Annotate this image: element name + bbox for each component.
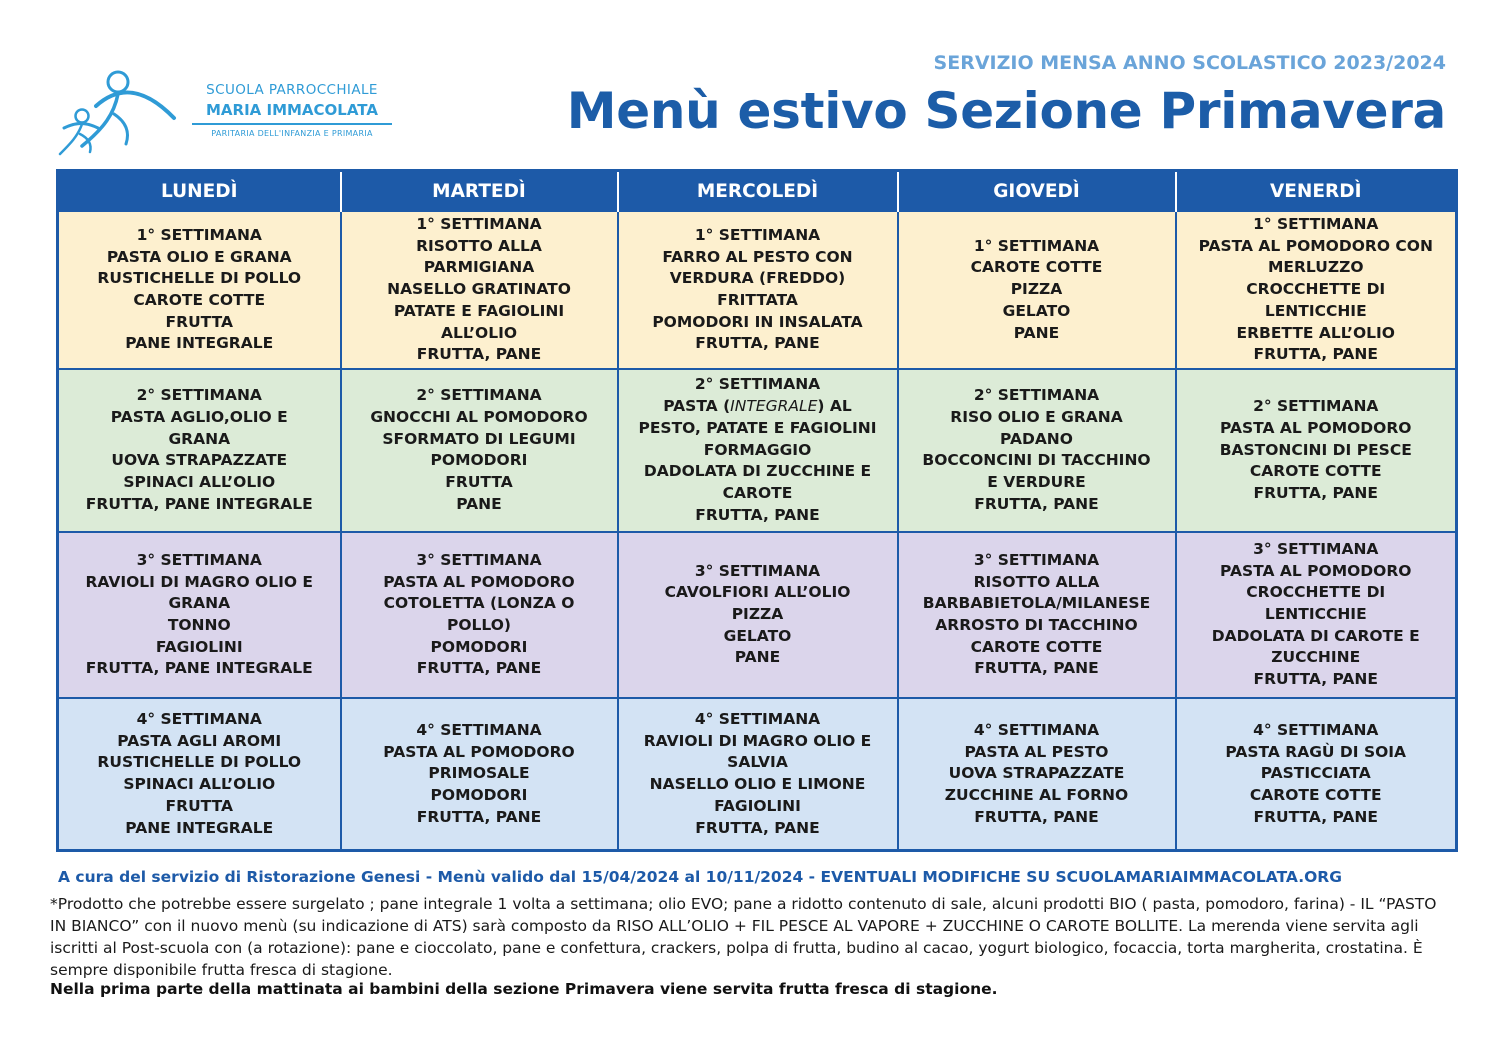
dish-line: CAROTE COTTE — [970, 258, 1103, 277]
dish-line: CROCCHETTE DI — [1246, 280, 1386, 299]
dish-line: FRUTTA, PANE — [695, 334, 820, 353]
dish-line: PANE — [734, 648, 781, 667]
dish-line: POMODORI — [430, 451, 528, 470]
dish-line: BASTONCINI DI PESCE — [1219, 440, 1412, 459]
week-label: 2° SETTIMANA — [1253, 397, 1379, 416]
menu-table — [56, 169, 1458, 852]
week-label: 3° SETTIMANA — [416, 550, 542, 569]
dish-line: PASTA AL POMODORO CON — [1198, 236, 1433, 255]
week-label: 1° SETTIMANA — [973, 236, 1100, 255]
dish-line: FRUTTA, PANE INTEGRALE — [85, 494, 313, 513]
dish-line: POMODORI IN INSALATA — [652, 312, 863, 331]
week-label: 2° SETTIMANA — [136, 386, 262, 405]
dish-line: FRUTTA, PANE — [1253, 483, 1378, 502]
dish-line: SPINACI ALL’OLIO — [123, 775, 276, 794]
dish-line: GRANA — [168, 429, 231, 448]
dish-line: LENTICCHIE — [1264, 605, 1367, 624]
logo-school-name: MARIA IMMACOLATA — [192, 101, 392, 125]
dish-line: COTOLETTA (LONZA O — [383, 594, 575, 613]
week-row-2 — [58, 369, 1457, 532]
week-label: 3° SETTIMANA — [136, 550, 262, 569]
menu-cell-week1-monday — [58, 211, 341, 369]
dish-line: FRUTTA, PANE — [416, 807, 542, 826]
dish-line: ALL’OLIO — [440, 323, 518, 342]
dish-line: FRUTTA, PANE — [416, 659, 542, 678]
dish-line: GELATO — [1002, 301, 1071, 320]
menu-cell-week3-wednesday — [618, 532, 898, 698]
dish-line: UOVA STRAPAZZATE — [948, 764, 1125, 783]
menu-cell-week3-thursday — [898, 532, 1176, 698]
menu-cell-week4-wednesday — [618, 698, 898, 851]
menu-cell-week4-tuesday — [341, 698, 618, 851]
dish-line: CAVOLFIORI ALL’OLIO — [664, 583, 851, 602]
menu-cell-week2-thursday — [898, 369, 1176, 532]
dish-line: SPINACI ALL’OLIO — [123, 473, 276, 492]
dish-line: PRIMOSALE — [428, 764, 530, 783]
dish-line: FRUTTA, PANE INTEGRALE — [85, 659, 313, 678]
dish-line: VERDURA (FREDDO) — [669, 269, 846, 288]
menu-cell-week2-monday — [58, 369, 341, 532]
dish-line: FRUTTA, PANE — [1253, 807, 1378, 826]
dish-line: PIZZA — [1010, 280, 1063, 299]
dish-line: PASTA AL POMODORO — [1220, 561, 1412, 580]
dish-line: POMODORI — [430, 637, 528, 656]
dish-line: SFORMATO DI LEGUMI — [382, 429, 576, 448]
dish-line: DADOLATA DI ZUCCHINE E — [643, 462, 872, 481]
dish-line: CAROTE COTTE — [1249, 786, 1382, 805]
dish-line: SALVIA — [727, 753, 788, 772]
dish-line: PATATE E FAGIOLINI — [393, 301, 565, 320]
dish-line: PASTICCIATA — [1260, 764, 1371, 783]
dish-line: MERLUZZO — [1267, 258, 1364, 277]
dish-line: FRUTTA, PANE — [1253, 670, 1378, 689]
primavera-fruit-note: Nella prima parte della mattinata ai bambini della sezione Primavera viene servita frutta fresca di stagione. — [50, 980, 998, 998]
week-row-3 — [58, 532, 1457, 698]
dish-line: POMODORI — [430, 786, 528, 805]
dish-line: PANE INTEGRALE — [125, 818, 274, 837]
week-row-1 — [58, 211, 1457, 369]
menu-cell-week3-tuesday — [341, 532, 618, 698]
week-label: 4° SETTIMANA — [1253, 720, 1379, 739]
dish-line: FRUTTA — [445, 473, 513, 492]
week-label: 4° SETTIMANA — [694, 710, 821, 729]
dish-line: PASTA AL POMODORO — [1220, 418, 1412, 437]
dish-line: POLLO) — [447, 615, 511, 634]
dish-line: FRUTTA — [165, 312, 233, 331]
dish-line: ERBETTE ALL’OLIO — [1236, 323, 1395, 342]
dish-line: FAGIOLINI — [714, 796, 801, 815]
dish-line: PIZZA — [731, 605, 784, 624]
dish-line: PASTA OLIO E GRANA — [106, 247, 292, 266]
menu-cell-week1-thursday — [898, 211, 1176, 369]
school-logo — [56, 66, 396, 161]
dish-line: FRUTTA, PANE — [974, 659, 1099, 678]
dish-line: PESTO, PATATE E FAGIOLINI — [638, 418, 877, 437]
page-title: Menù estivo Sezione Primavera — [566, 82, 1446, 140]
day-header-friday: VENERDÌ — [1176, 171, 1457, 212]
footnote-text: *Prodotto che potrebbe essere surgelato ; pane integrale 1 volta a settimana; olio EVO; pane a ridotto contenuto di sale, alcuni prodotti BIO ( pasta, pomodoro, farina) - IL “PASTO IN BIANCO” con il nuovo menù (su indicazione di ATS) sarà composto da RISO ALL’OLIO + FIL PESCE AL VAPORE + ZUCCHINE O CAROTE BOLLITE. La merenda viene servita agli iscritti al Post-scuola con (a rotazione): pane e cioccolato, pane e confettura, crackers, polpa di frutta, budino al cacao, yogurt biologico, focaccia, torta margherita, crostatina. È sempre disponibile frutta fresca di stagione. — [50, 895, 1437, 979]
dish-line: PANE — [456, 494, 502, 513]
menu-cell-week1-tuesday — [341, 211, 618, 369]
dish-line: LENTICCHIE — [1264, 301, 1367, 320]
logo-school-type: SCUOLA PARROCCHIALE — [206, 82, 378, 98]
dish-line: RISOTTO ALLA — [973, 572, 1100, 591]
menu-cell-week2-tuesday — [341, 369, 618, 532]
week-label: 4° SETTIMANA — [973, 720, 1100, 739]
dish-line: RUSTICHELLE DI POLLO — [97, 269, 302, 288]
dish-line: RAVIOLI DI MAGRO OLIO E — [85, 572, 314, 591]
logo-school-subtitle: PARITARIA DELL'INFANZIA E PRIMARIA — [211, 129, 373, 138]
menu-cell-week3-friday — [1176, 532, 1457, 698]
dish-line: UOVA STRAPAZZATE — [111, 451, 288, 470]
dish-line: PASTA AL POMODORO — [383, 742, 575, 761]
week-label: 3° SETTIMANA — [973, 550, 1100, 569]
curated-by-note: A cura del servizio di Ristorazione Genesi - Menù valido dal 15/04/2024 al 10/11/2024 - EVENTUALI MODIFICHE SU SCUOLAMARIAIMMACOLATA.ORG — [58, 868, 1342, 886]
dish-line: PASTA RAGÙ DI SOIA — [1225, 742, 1407, 761]
dish-line: FRUTTA, PANE — [695, 505, 820, 524]
dish-line: E VERDURE — [987, 473, 1086, 492]
week-label: 2° SETTIMANA — [694, 375, 821, 394]
week-label: 4° SETTIMANA — [136, 710, 262, 729]
dish-line: NASELLO OLIO E LIMONE — [649, 775, 866, 794]
dish-line: ZUCCHINE — [1271, 648, 1361, 667]
day-header-tuesday: MARTEDÌ — [341, 171, 618, 212]
dish-line: ZUCCHINE AL FORNO — [944, 786, 1129, 805]
day-header-monday: LUNEDÌ — [58, 171, 341, 212]
days-header-row — [58, 171, 1457, 212]
dish-line: BOCCONCINI DI TACCHINO — [922, 451, 1151, 470]
day-header-thursday: GIOVEDÌ — [898, 171, 1176, 212]
dish-line: FRUTTA, PANE — [974, 807, 1099, 826]
dish-line: PANE — [1013, 323, 1060, 342]
dish-line: TONNO — [167, 615, 231, 634]
menu-cell-week1-friday — [1176, 211, 1457, 369]
dish-line: NASELLO GRATINATO — [387, 280, 571, 299]
dish-line: CAROTE COTTE — [1249, 462, 1382, 481]
dish-line: RAVIOLI DI MAGRO OLIO E — [643, 731, 872, 750]
dish-line: BARBABIETOLA/MILANESE — [922, 594, 1151, 613]
day-header-wednesday: MERCOLEDÌ — [618, 171, 898, 212]
dish-line: ARROSTO DI TACCHINO — [935, 615, 1138, 634]
dish-line: PADANO — [1000, 429, 1073, 448]
dish-line: FRUTTA, PANE — [1253, 345, 1378, 364]
dish-line: PANE INTEGRALE — [125, 334, 274, 353]
dish-line: RISO OLIO E GRANA — [950, 408, 1123, 427]
dish-line: FAGIOLINI — [155, 637, 243, 656]
week-label: 1° SETTIMANA — [136, 225, 262, 244]
menu-cell-week4-thursday — [898, 698, 1176, 851]
week-label: 1° SETTIMANA — [1253, 215, 1379, 233]
dish-line: PASTA AL PESTO — [964, 742, 1109, 761]
week-label: 1° SETTIMANA — [694, 225, 821, 244]
dish-line: PASTA AGLIO,OLIO E — [110, 408, 288, 427]
week-label: 2° SETTIMANA — [416, 386, 542, 405]
dish-line: PASTA AGLI AROMI — [117, 731, 282, 750]
dish-line: DADOLATA DI CAROTE E — [1211, 626, 1420, 645]
menu-cell-week2-friday — [1176, 369, 1457, 532]
menu-cell-week2-wednesday — [618, 369, 898, 532]
menu-cell-week1-wednesday — [618, 211, 898, 369]
dish-line: GRANA — [168, 594, 231, 613]
dish-line: FORMAGGIO — [703, 440, 812, 459]
dish-line: FRUTTA, PANE — [695, 818, 820, 837]
week-label: 3° SETTIMANA — [1253, 539, 1379, 558]
menu-cell-week3-monday — [58, 532, 341, 698]
week-label: 3° SETTIMANA — [694, 561, 821, 580]
dish-line: GELATO — [723, 626, 792, 645]
dish-line: PARMIGIANA — [423, 258, 535, 277]
dish-line: FRITTATA — [717, 290, 798, 309]
dish-line: RISOTTO ALLA — [416, 236, 542, 255]
dish-line: FRUTTA — [165, 796, 233, 815]
dish-line: RUSTICHELLE DI POLLO — [97, 753, 302, 772]
week-row-4 — [58, 698, 1457, 851]
running-figures-icon — [56, 66, 186, 161]
dish-line: PASTA AL POMODORO — [383, 572, 575, 591]
menu-cell-week4-friday — [1176, 698, 1457, 851]
dish-line: FARRO AL PESTO CON — [662, 247, 853, 266]
week-label: 2° SETTIMANA — [973, 386, 1100, 405]
dish-line: CAROTE COTTE — [133, 290, 266, 309]
dish-line: GNOCCHI AL POMODORO — [370, 408, 588, 427]
week-label: 4° SETTIMANA — [416, 720, 542, 739]
service-subtitle: SERVIZIO MENSA ANNO SCOLASTICO 2023/2024 — [933, 52, 1446, 74]
dish-line: CAROTE — [722, 483, 793, 502]
dish-line: FRUTTA, PANE — [974, 494, 1099, 513]
dish-line: CAROTE COTTE — [970, 637, 1103, 656]
dish-line: PASTA (INTEGRALE) AL — [663, 397, 852, 416]
menu-cell-week4-monday — [58, 698, 341, 851]
dish-line: FRUTTA, PANE — [416, 345, 542, 364]
dish-line: CROCCHETTE DI — [1246, 583, 1386, 602]
week-label: 1° SETTIMANA — [416, 215, 542, 233]
